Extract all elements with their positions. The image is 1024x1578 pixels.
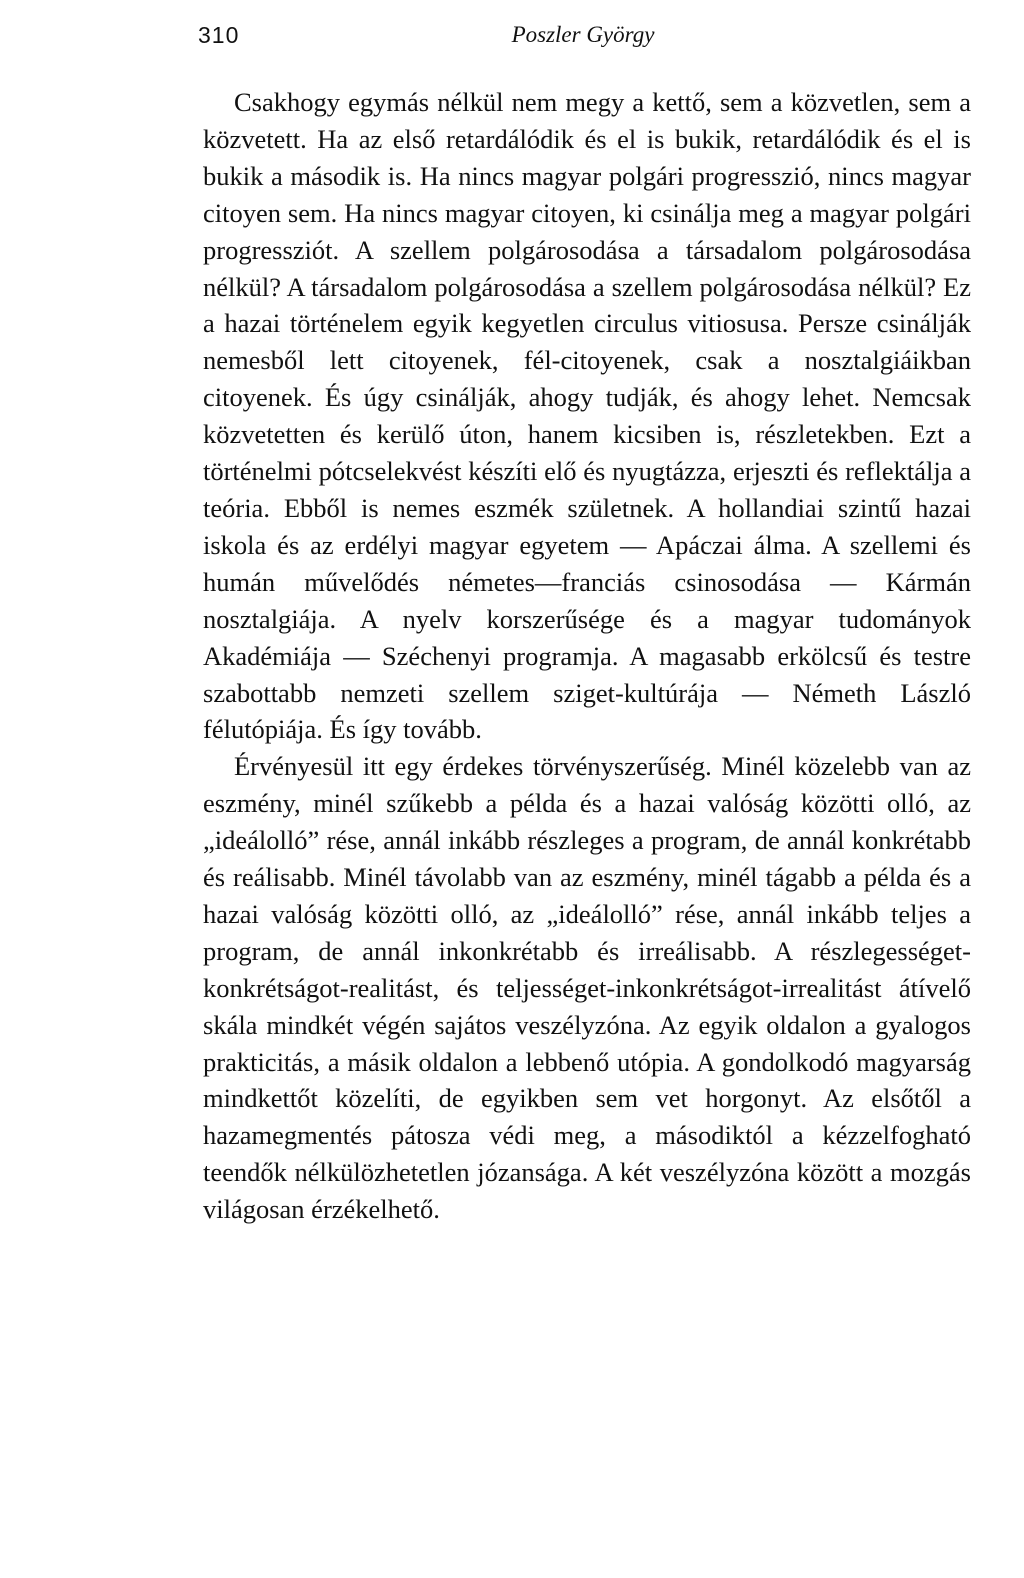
body-text <box>203 84 971 1228</box>
paragraph-2: Érvényesül itt egy érdekes törvényszerűség. Minél közelebb van az eszmény, minél szűkebb a példa és a hazai valóság közötti olló, az „ideálolló” rése, annál inkább részleges a program, de annál konkrétabb és reálisabb. Minél távolabb van az eszmény, minél tágabb a példa és a hazai valóság közötti olló, az „ideálolló” rése, annál inkább teljes a program, de annál inkonkrétabb és irreálisabb. A részlegességet-konkrétságot-realitást, és teljességet-inkonkrétságot-irrealitást átívelő skála mindkét végén sajátos veszélyzóna. Az egyik oldalon a gyalogos prakticitás, a másik oldalon a lebbenő utópia. A gondolkodó magyarság mindkettőt közelíti, de egyikben sem vet horgonyt. Az elsőtől a hazamegmentés pátosza védi meg, a másodiktól a kézzelfogható teendők nélkülözhetetlen józansága. A két veszélyzóna között a mozgás világosan érzékelhető. <box>203 751 971 1225</box>
page-header <box>198 22 968 58</box>
running-head: Poszler György <box>511 22 655 47</box>
paragraph-1: Csakhogy egymás nélkül nem megy a kettő, sem a közvetlen, sem a közvetett. Ha az első retardálódik és el is bukik, retardálódik és el is bukik a második is. Ha nincs magyar polgári progresszió, nincs magyar citoyen sem. Ha nincs magyar citoyen, ki csinálja meg a magyar polgári progressziót. A szellem polgárosodása a társadalom polgárosodása nélkül? A társadalom polgárosodása a szellem polgárosodása nélkül? Ez a hazai történelem egyik kegyetlen circulus vitiosusa. Persze csinálják nemesből lett citoyenek, fél-citoyenek, csak a nosztalgiáikban citoyenek. És úgy csinálják, ahogy tudják, és ahogy lehet. Nemcsak közvetetten és kerülő úton, hanem kicsiben is, részletekben. Ezt a történelmi pótcselekvést készíti elő és nyugtázza, erjeszti és reflektálja a teória. Ebből is nemes eszmék születnek. A hollandiai szintű hazai iskola és az erdélyi magyar egyetem — Apáczai álma. A szellemi és humán művelődés németes—franciás csinosodása — Kármán nosztalgiája. A nyelv korszerűsége és a magyar tudományok Akadémiája — Széchenyi programja. A magasabb erkölcsű és testre szabottabb nemzeti szellem sziget-kultúrája — Németh László félutópiája. És így tovább. <box>203 87 971 745</box>
page-number: 310 <box>198 22 240 48</box>
